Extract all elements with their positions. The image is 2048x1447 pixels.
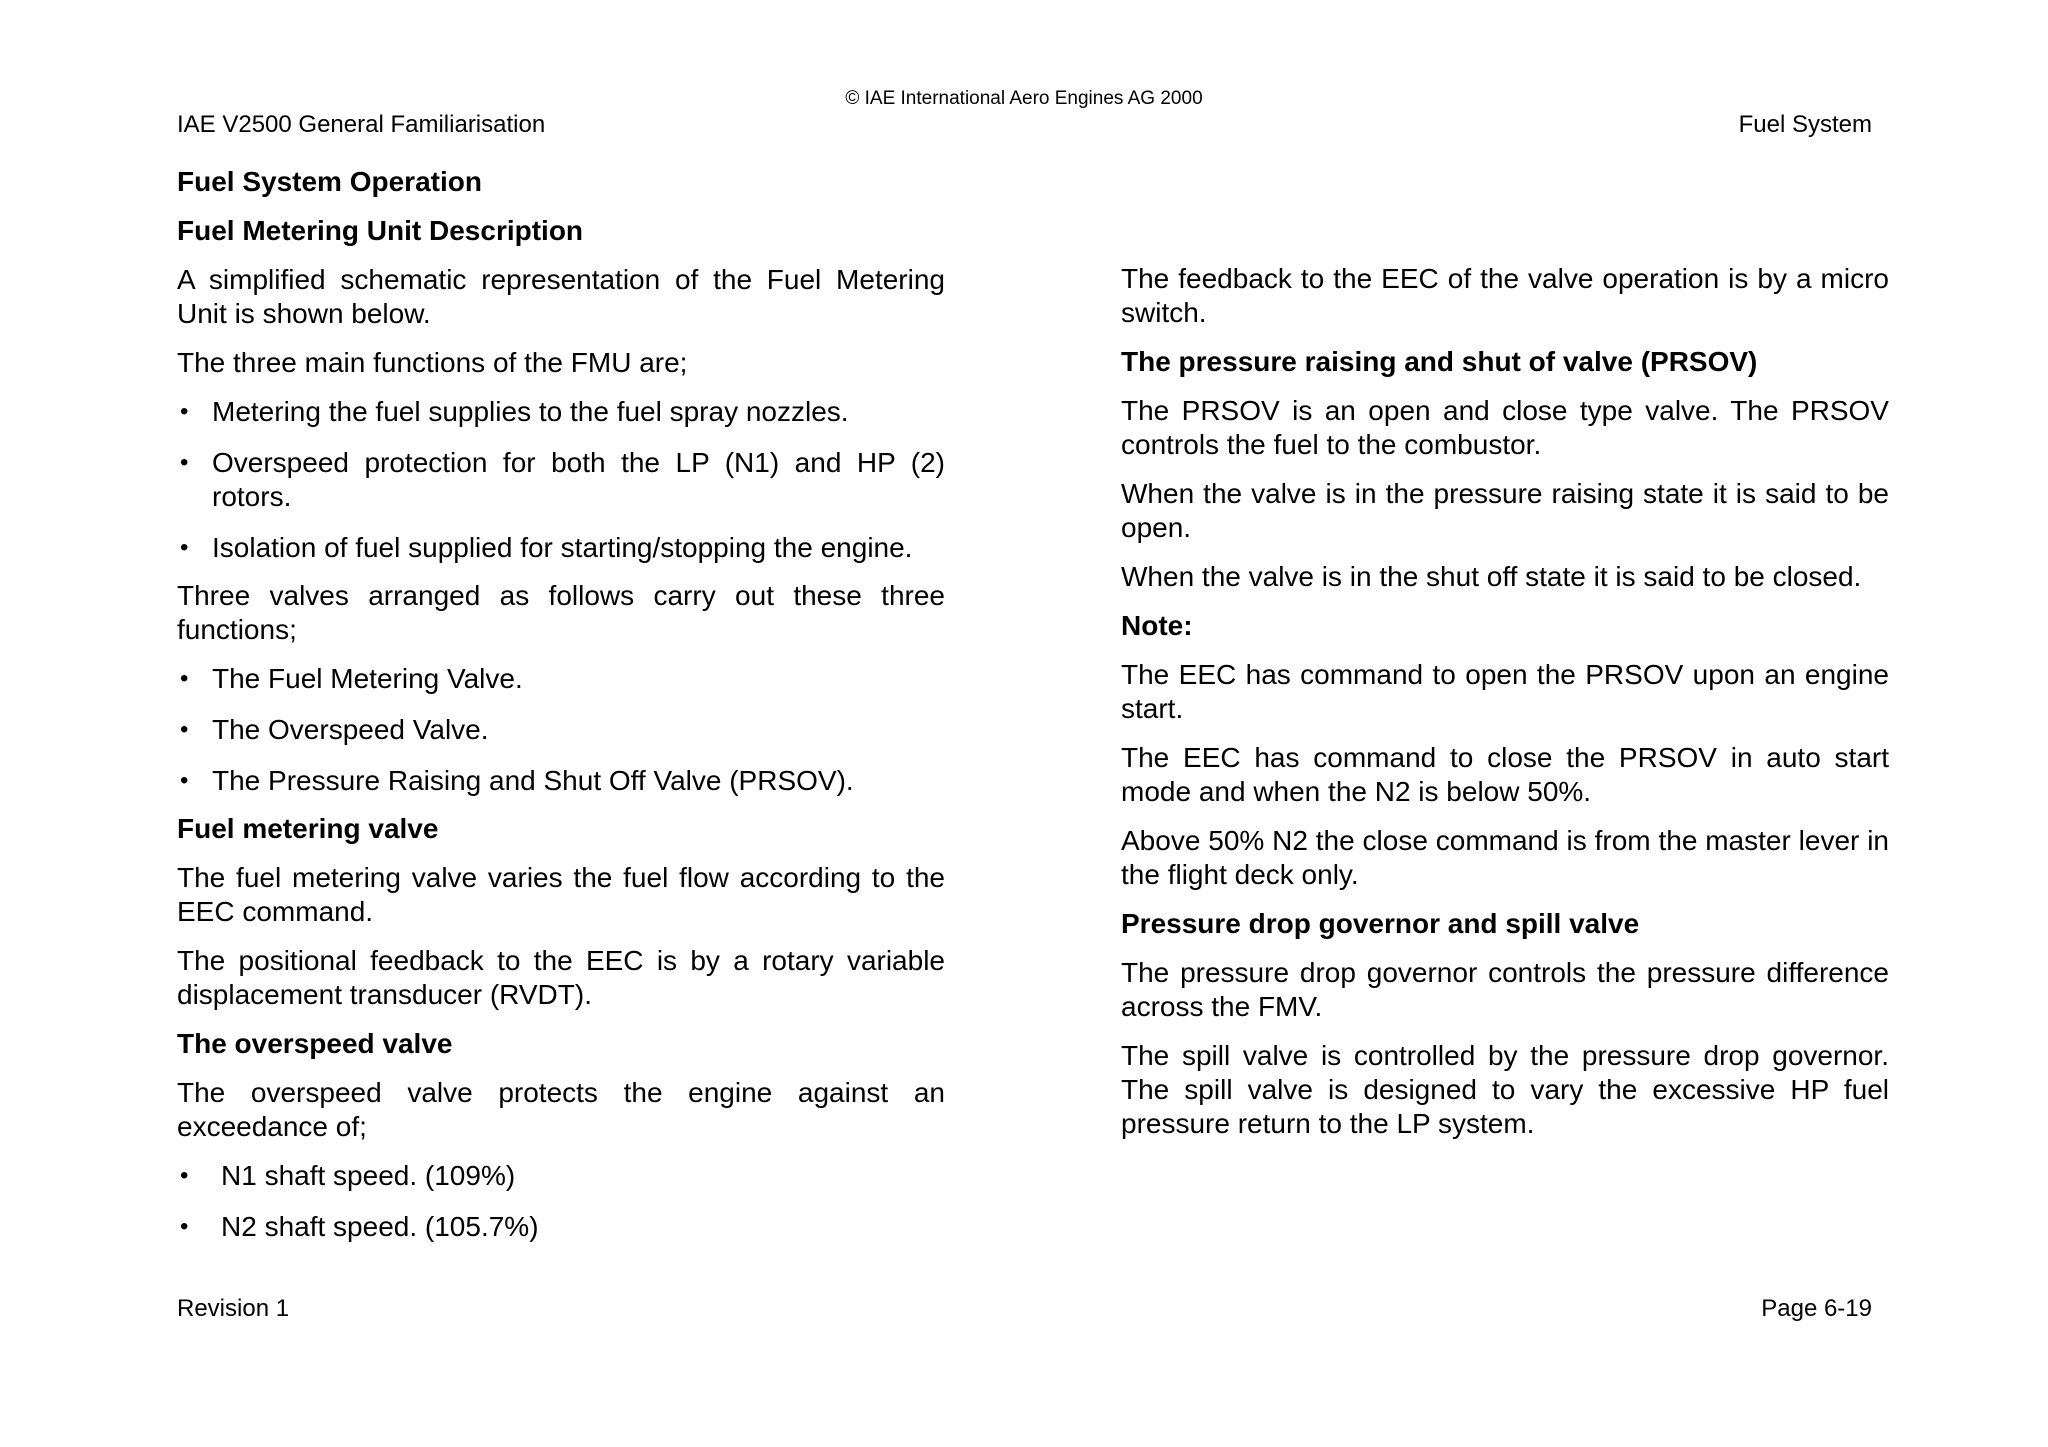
- bullet-icon: •: [180, 767, 189, 794]
- note-heading: Note:: [1121, 610, 1193, 641]
- list-item: • The Pressure Raising and Shut Off Valve (PRSOV).: [180, 765, 854, 796]
- paragraph: The EEC has command to open the PRSOV upon an engine start.: [1121, 659, 1889, 724]
- bullet-icon: •: [180, 716, 189, 743]
- bullet-icon: •: [180, 398, 189, 425]
- document-title-header: IAE V2500 General Familiarisation: [177, 111, 546, 138]
- overspeed-valve-heading: The overspeed valve: [177, 1028, 453, 1059]
- paragraph: The overspeed valve protects the engine against an exceedance of;: [177, 1077, 945, 1142]
- page-number-footer: Page 6-19: [1761, 1295, 1872, 1322]
- functions-list: [177, 395, 945, 565]
- list-item: • Isolation of fuel supplied for starting/stopping the engine.: [180, 532, 913, 563]
- list-item: • Overspeed protection for both the LP (N1) and HP (2) rotors.: [180, 447, 945, 512]
- valves-intro: Three valves arranged as follows carry out these three functions;: [177, 580, 945, 645]
- fuel-metering-valve-heading: Fuel metering valve: [177, 813, 439, 844]
- bullet-icon: •: [180, 1162, 189, 1189]
- paragraph: The fuel metering valve varies the fuel flow according to the EEC command.: [177, 862, 945, 927]
- paragraph: Above 50% N2 the close command is from the master lever in the flight deck only.: [1121, 825, 1889, 890]
- list-item: • N2 shaft speed. (105.7%): [180, 1211, 539, 1242]
- left-column: [177, 165, 945, 1261]
- paragraph: When the valve is in the pressure raising state it is said to be open.: [1121, 478, 1889, 543]
- paragraph: The positional feedback to the EEC is by a rotary variable displacement transducer (RVDT).: [177, 945, 945, 1010]
- section-heading: Fuel System Operation: [177, 166, 482, 197]
- paragraph: The spill valve is controlled by the pressure drop governor. The spill valve is designed to vary the excessive HP fuel pressure return to the LP system.: [1121, 1040, 1889, 1139]
- list-item: • N1 shaft speed. (109%): [180, 1160, 516, 1191]
- valves-list: [177, 662, 945, 798]
- paragraph: The pressure drop governor controls the pressure difference across the FMV.: [1121, 957, 1889, 1022]
- paragraph: The EEC has command to close the PRSOV in auto start mode and when the N2 is below 50%.: [1121, 742, 1889, 807]
- paragraph: When the valve is in the shut off state it is said to be closed.: [1121, 561, 1862, 592]
- paragraph: The feedback to the EEC of the valve operation is by a micro switch.: [1121, 263, 1889, 328]
- subsection-heading: Fuel Metering Unit Description: [177, 215, 584, 246]
- list-item: • The Overspeed Valve.: [180, 714, 489, 745]
- copyright-notice: © IAE International Aero Engines AG 2000: [845, 88, 1203, 109]
- bullet-icon: •: [180, 534, 189, 561]
- overspeed-list: [177, 1159, 945, 1244]
- revision-footer: Revision 1: [177, 1295, 290, 1322]
- intro-paragraph: A simplified schematic representation of the Fuel Metering Unit is shown below.: [177, 264, 945, 329]
- bullet-icon: •: [180, 665, 189, 692]
- paragraph: The PRSOV is an open and close type valve. The PRSOV controls the fuel to the combustor.: [1121, 395, 1889, 460]
- list-item: • Metering the fuel supplies to the fuel spray nozzles.: [180, 396, 849, 427]
- prsov-heading: The pressure raising and shut of valve (PRSOV): [1121, 346, 1758, 377]
- functions-intro: The three main functions of the FMU are;: [177, 347, 688, 378]
- pressure-drop-governor-heading: Pressure drop governor and spill valve: [1121, 908, 1640, 939]
- right-column: [1121, 262, 1889, 1156]
- list-item: • The Fuel Metering Valve.: [180, 663, 523, 694]
- bullet-icon: •: [180, 1213, 189, 1240]
- bullet-icon: •: [180, 449, 189, 476]
- section-title-header: Fuel System: [1738, 111, 1872, 138]
